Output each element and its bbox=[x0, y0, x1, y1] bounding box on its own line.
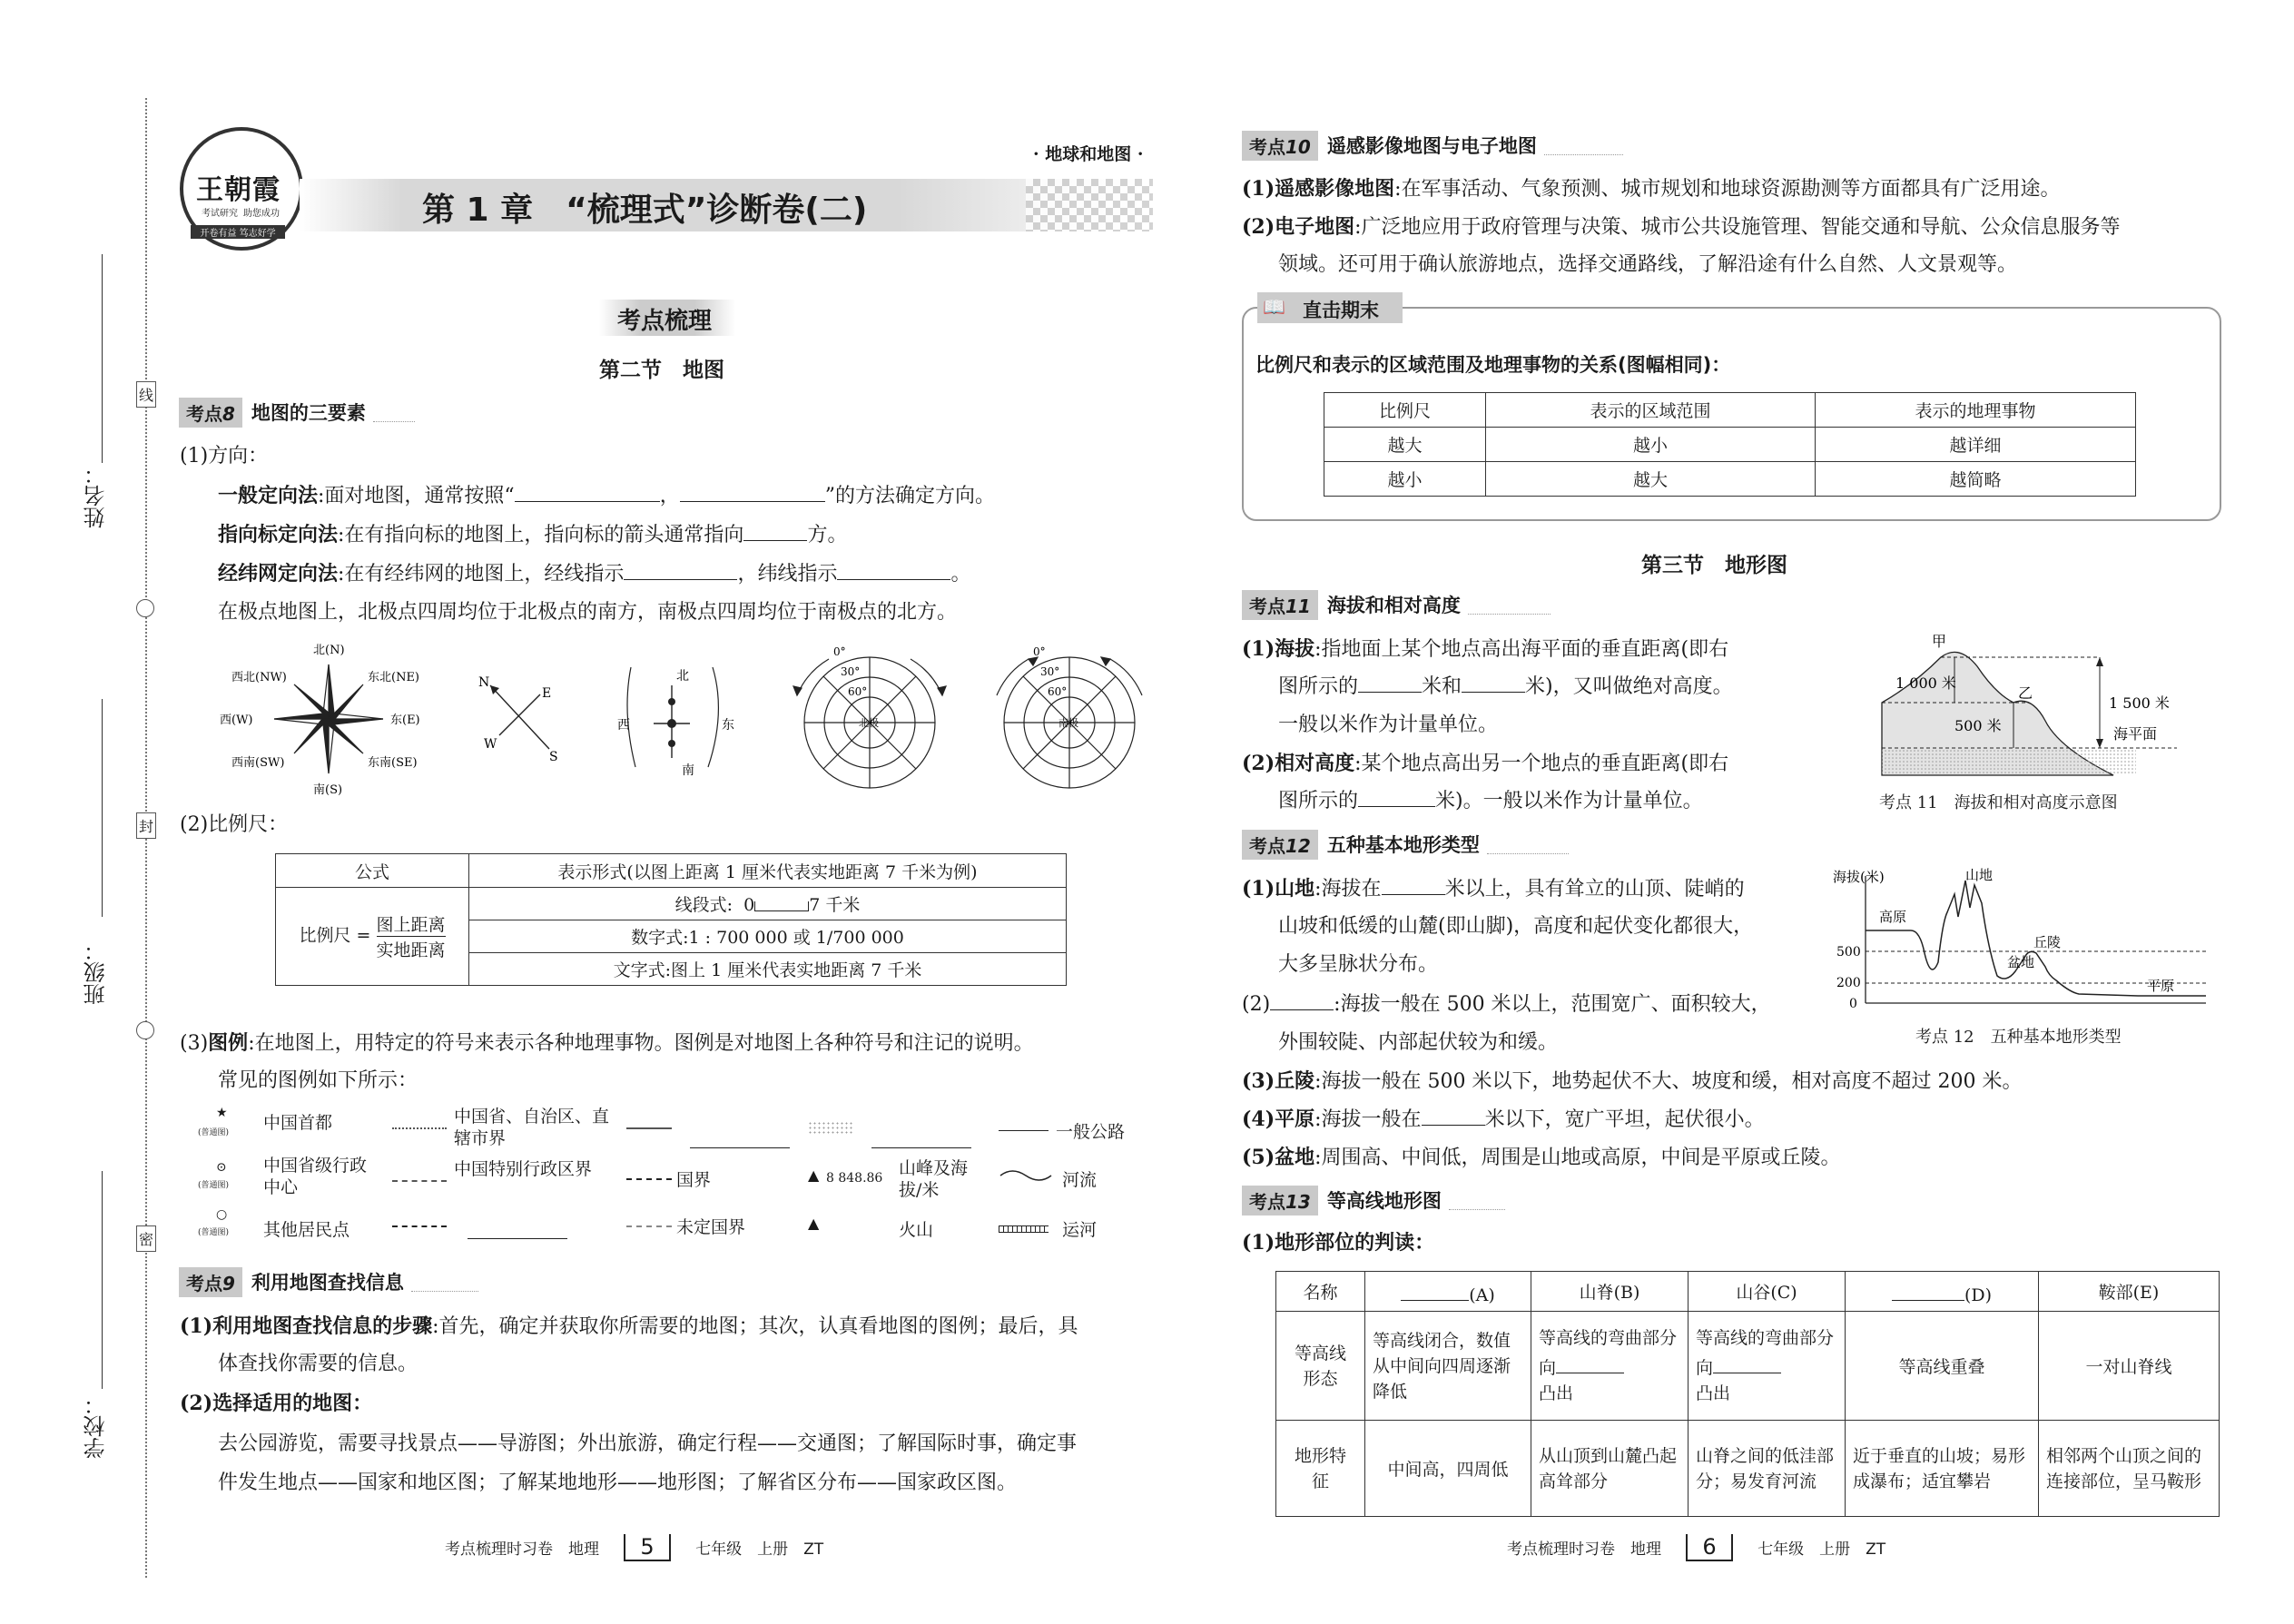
scale-r2: 数字式:1 : 700 000 或 1/700 000 bbox=[469, 920, 1067, 953]
blank-15[interactable] bbox=[1713, 1351, 1781, 1373]
t13-r1D: 等高线重叠 bbox=[1846, 1312, 2039, 1421]
logo-sub-right: 助您成功 bbox=[243, 209, 280, 219]
kd-13 bbox=[1242, 1186, 1505, 1215]
seal-line-3: 密 bbox=[136, 1225, 156, 1252]
seal-line-1: 线 bbox=[136, 381, 156, 408]
legend-blank-2[interactable] bbox=[690, 1126, 790, 1148]
page-title: 第 1 章 “梳理式”诊断卷(二) bbox=[422, 192, 868, 229]
k9-line-3: (2)选择适用的地图： bbox=[180, 1392, 373, 1415]
compass-se: 东南(SE) bbox=[368, 756, 418, 770]
t13-hB: 山脊(B) bbox=[1531, 1272, 1689, 1312]
book-icon: 📖 bbox=[1263, 296, 1285, 318]
box-r1c1: 越大 bbox=[1324, 428, 1486, 462]
legend-provincial-sub: (普通图) bbox=[198, 1181, 230, 1190]
t13-hD: (D) bbox=[1846, 1272, 2039, 1312]
fig11-caption: 考点 11 海拔和相对高度示意图 bbox=[1879, 793, 2118, 812]
footer-right: 考点梳理时习卷 地理 6 七年级 上册 ZT bbox=[1507, 1534, 1886, 1560]
logo-text: 王朝霞 bbox=[196, 174, 281, 206]
blank-8[interactable] bbox=[1358, 784, 1435, 807]
fig12-shandi: 山地 bbox=[1965, 867, 1994, 883]
box-r1c3: 越详细 bbox=[1816, 428, 2136, 462]
k11-line-5: 图所示的 米)。一般以米作为计量单位。 bbox=[1278, 784, 1703, 819]
direction-line-1: 一般定向法:面对地图，通常按照“ ， ”的方法确定方向。 bbox=[218, 478, 995, 514]
title-checker bbox=[1026, 179, 1153, 231]
direction-label: (1)方向： bbox=[180, 445, 269, 468]
k12-line-7: (4)平原:海拔一般在 米以下，宽广平坦，起伏很小。 bbox=[1242, 1102, 1765, 1137]
fig11-jia: 甲 bbox=[1932, 633, 1947, 650]
legend-volcano: 火山 bbox=[899, 1220, 934, 1240]
compass-ne: 东北(NE) bbox=[368, 671, 420, 684]
compass-w: 西(W) bbox=[220, 714, 253, 727]
legend-resident-icon: ○ bbox=[216, 1207, 228, 1222]
legend-province-border: 中国省、自治区、直辖市界 bbox=[454, 1107, 610, 1148]
kd-10 bbox=[1242, 131, 1623, 160]
blank-5[interactable] bbox=[837, 557, 950, 580]
blank-6[interactable] bbox=[1358, 670, 1422, 693]
box-r2c1: 越小 bbox=[1324, 462, 1486, 497]
direction-line-2: 指向标定向法:在有指向标的地图上，指向标的箭头通常指向 方。 bbox=[218, 517, 847, 553]
k9-line-4: 去公园游览，需要寻找景点——导游图；外出旅游，确定行程——交通图；了解国际时事，确定事 bbox=[218, 1432, 1078, 1455]
t13-r2E: 相邻两个山顶之间的连接部位，呈马鞍形 bbox=[2039, 1421, 2220, 1517]
kd-9-title: 利用地图查找信息 bbox=[251, 1272, 404, 1294]
section-banner-text: 考点梳理 bbox=[617, 308, 713, 335]
sec3-title: 第三节 地形图 bbox=[1641, 554, 1787, 577]
t13-r1h: 等高线形态 bbox=[1276, 1312, 1365, 1421]
k11-line-2: 图所示的 米和 米)，又叫做绝对高度。 bbox=[1278, 670, 1733, 704]
scale-h1: 公式 bbox=[276, 854, 469, 888]
blank-11[interactable] bbox=[1422, 1103, 1485, 1126]
fig12-caption: 考点 12 五种基本地形类型 bbox=[1915, 1028, 2122, 1047]
k11-line-4: (2)相对高度:某个地点高出另一个地点的垂直距离(即右 bbox=[1242, 752, 1729, 775]
k9-line-1: (1)利用地图查找信息的步骤:首先，确定并获取你所需要的地图；其次，认真看地图的图例；最后，具 bbox=[180, 1314, 1078, 1338]
arrow-s: S bbox=[549, 750, 558, 763]
arrow-n: N bbox=[478, 675, 490, 690]
logo-sub-left: 考试研究 bbox=[202, 209, 238, 219]
legend-river: 河流 bbox=[1062, 1170, 1098, 1190]
legend-provincial-icon: ⊙ bbox=[216, 1160, 227, 1175]
school-field[interactable] bbox=[102, 1171, 103, 1389]
legend-special-border-line bbox=[392, 1180, 447, 1182]
legend-blank-3[interactable] bbox=[871, 1126, 971, 1148]
fig11-sea: 海平面 bbox=[2113, 725, 2158, 743]
k12-line-2: 山坡和低缓的山麓(即山脚)，高度和起伏变化都很大， bbox=[1278, 915, 1754, 938]
blank-14[interactable] bbox=[1556, 1351, 1624, 1373]
box-r2c2: 越大 bbox=[1486, 462, 1816, 497]
k10-line-2: (2)电子地图:广泛地应用于政府管理与决策、城市公共设施管理、智能交通和导航、公众信息服务等 bbox=[1242, 215, 2121, 239]
legend-volcano-icon: ▲ bbox=[808, 1215, 820, 1232]
legend-blank-1[interactable] bbox=[468, 1216, 567, 1239]
scale-r1: 线段式: 0 7 千米 bbox=[469, 888, 1067, 920]
fig12-y0: 0 bbox=[1849, 997, 1857, 1011]
kd-9 bbox=[179, 1267, 478, 1296]
scale-label: (2)比例尺： bbox=[180, 813, 289, 836]
k12-line-8: (5)盆地:周围高、中间低，周围是山地或高原，中间是平原或丘陵。 bbox=[1242, 1146, 1841, 1169]
logo-banner: 开卷有益 笃志好学 bbox=[191, 225, 285, 239]
kd-9-tag: 考点9 bbox=[179, 1267, 242, 1297]
legend-province-border-line bbox=[392, 1127, 447, 1129]
blank-4[interactable] bbox=[624, 557, 737, 580]
legend-capital: 中国首都 bbox=[263, 1113, 333, 1133]
grid-s: 南 bbox=[682, 763, 694, 778]
kd-10-tag: 考点10 bbox=[1242, 131, 1318, 161]
name-label: 姓名： bbox=[84, 463, 109, 528]
scale-formula: 比例尺 = 图上距离 实地距离 bbox=[276, 888, 469, 986]
direction-line-3: 经纬网定向法:在有经纬网的地图上，经线指示 ，纬线指示 。 bbox=[218, 556, 970, 592]
box-r2c3: 越简略 bbox=[1816, 462, 2136, 497]
blank-2[interactable] bbox=[680, 479, 825, 502]
sub-title: 第二节 地图 bbox=[599, 359, 724, 382]
compass-nw: 西北(NW) bbox=[231, 671, 287, 684]
legend-provincial: 中国省级行政中心 bbox=[263, 1156, 368, 1197]
logo bbox=[180, 127, 303, 251]
north-polar-map bbox=[790, 643, 953, 797]
altitude-diagram bbox=[1877, 630, 2195, 784]
arrow-e: E bbox=[542, 686, 552, 701]
kd-8-tag: 考点8 bbox=[179, 398, 242, 428]
legend-undefined-border: 未定国界 bbox=[676, 1217, 746, 1237]
box-h2: 表示的区域范围 bbox=[1486, 393, 1816, 428]
legend-river-line bbox=[999, 1166, 1053, 1185]
box-h3: 表示的地理事物 bbox=[1816, 393, 2136, 428]
fig12-y200: 200 bbox=[1836, 976, 1861, 990]
arrow-w: W bbox=[484, 737, 497, 752]
legend-intro: (3)图例:在地图上，用特定的符号来表示各种地理事物。图例是对地图上各种符号和注记的说明。 bbox=[180, 1031, 1034, 1055]
legend-national-border: 国界 bbox=[676, 1170, 712, 1190]
kd-12-title: 五种基本地形类型 bbox=[1326, 834, 1480, 856]
legend-undefined-border-line bbox=[626, 1225, 672, 1227]
box-r1c2: 越小 bbox=[1486, 428, 1816, 462]
grid-w: 西 bbox=[617, 718, 630, 733]
k12-line-4: (2) :海拔一般在 500 米以上，范围宽广、面积较大， bbox=[1242, 988, 1771, 1022]
page-number-left: 5 bbox=[624, 1534, 670, 1561]
k10-line-3: 领域。还可用于确认旅游地点，选择交通路线，了解沿途有什么自然、人文景观等。 bbox=[1278, 253, 2018, 276]
polar1-30: 30° bbox=[841, 665, 861, 678]
scale-h2: 表示形式(以图上距离 1 厘米代表实地距离 7 千米为例) bbox=[469, 854, 1067, 888]
blank-10[interactable] bbox=[1270, 988, 1334, 1010]
kd-11-title: 海拔和相对高度 bbox=[1326, 595, 1461, 616]
blank-12[interactable] bbox=[1401, 1278, 1469, 1301]
seal-line-2: 封 bbox=[136, 812, 156, 839]
polar2-60: 60° bbox=[1048, 685, 1068, 698]
fig11-h1500: 1 500 米 bbox=[2109, 694, 2170, 712]
t13-h0: 名称 bbox=[1276, 1272, 1365, 1312]
contour-table bbox=[1275, 1271, 2220, 1517]
blank-13[interactable] bbox=[1892, 1278, 1964, 1301]
k11-line-1: (1)海拔:指地面上某个地点高出海平面的垂直距离(即右 bbox=[1242, 637, 1729, 661]
landform-profile-diagram bbox=[1829, 867, 2210, 1012]
box-lead: 比例尺和表示的区域范围及地理事物的关系(图幅相同)： bbox=[1255, 354, 1731, 376]
fig12-pingyuan: 平原 bbox=[2147, 978, 2175, 994]
polar1-center: 北极 bbox=[859, 717, 879, 729]
k10-line-1: (1)遥感影像地图:在军事活动、气象预测、城市规划和地球资源勘测等方面都具有广泛用途。 bbox=[1242, 177, 2061, 201]
kd-10-title: 遥感影像地图与电子地图 bbox=[1326, 135, 1537, 157]
direction-line-4: 在极点地图上，北极点四周均位于北极点的南方，南极点四周均位于南极点的北方。 bbox=[218, 601, 958, 624]
blank-9[interactable] bbox=[1382, 872, 1445, 895]
fig12-pendi: 盆地 bbox=[2007, 954, 2035, 970]
t13-r1A: 等高线闭合，数值从中间向四周逐渐降低 bbox=[1365, 1312, 1531, 1421]
class-label: 班级： bbox=[84, 940, 109, 1005]
compass-sw: 西南(SW) bbox=[231, 756, 285, 770]
t13-r2C: 山脊之间的低洼部分；易发育河流 bbox=[1689, 1421, 1846, 1517]
kd-8-title: 地图的三要素 bbox=[251, 402, 366, 424]
legend-resident: 其他居民点 bbox=[263, 1220, 350, 1240]
legend-canal: 运河 bbox=[1062, 1220, 1098, 1240]
class-field[interactable] bbox=[102, 699, 103, 917]
footer-left: 考点梳理时习卷 地理 5 七年级 上册 ZT bbox=[445, 1534, 824, 1560]
t13-hA: (A) bbox=[1365, 1272, 1531, 1312]
k9-line-2: 体查找你需要的信息。 bbox=[218, 1353, 418, 1375]
school-label: 学校： bbox=[84, 1393, 109, 1459]
t13-r2D: 近于垂直的山坡；易形成瀑布；适宜攀岩 bbox=[1846, 1421, 2039, 1517]
polar2-30: 30° bbox=[1040, 665, 1060, 678]
legend-peak: 山峰及海拔/米 bbox=[899, 1158, 969, 1200]
kd-12-tag: 考点12 bbox=[1242, 830, 1318, 860]
fig11-yi: 乙 bbox=[2018, 684, 2033, 702]
box-h1: 比例尺 bbox=[1324, 393, 1486, 428]
legend-canal-line bbox=[999, 1225, 1049, 1233]
compass-n: 北(N) bbox=[313, 644, 345, 657]
south-polar-map bbox=[989, 643, 1153, 797]
grid-n: 北 bbox=[676, 669, 689, 684]
binding-hole-2 bbox=[136, 1021, 154, 1039]
kd-12 bbox=[1242, 830, 1569, 859]
t13-r2h: 地形特征 bbox=[1276, 1421, 1365, 1517]
legend-border-sample bbox=[626, 1127, 672, 1129]
blank-3[interactable] bbox=[743, 518, 807, 541]
blank-1[interactable] bbox=[515, 479, 660, 502]
arrow-direction-diagram bbox=[477, 672, 567, 763]
scale-r3: 文字式:图上 1 厘米代表实地距离 7 千米 bbox=[469, 953, 1067, 986]
k12-line-6: (3)丘陵:海拔一般在 500 米以下，地势起伏不大、坡度和缓，相对高度不超过 200 米。 bbox=[1242, 1069, 2023, 1093]
legend-resident-sub: (普通图) bbox=[198, 1228, 230, 1237]
polar1-60: 60° bbox=[848, 685, 868, 698]
compass-e: 东(E) bbox=[390, 714, 420, 727]
k12-line-3: 大多呈脉状分布。 bbox=[1278, 953, 1439, 976]
k11-line-3: 一般以米作为计量单位。 bbox=[1278, 714, 1499, 736]
legend-road-line bbox=[999, 1130, 1049, 1131]
fig12-y500: 500 bbox=[1836, 945, 1861, 960]
blank-7[interactable] bbox=[1462, 670, 1525, 693]
fig12-ylabel: 海拔(米) bbox=[1833, 869, 1885, 885]
t13-r2B: 从山顶到山麓凸起高耸部分 bbox=[1531, 1421, 1689, 1517]
fig11-h1000: 1 000 米 bbox=[1895, 674, 1956, 692]
k12-line-1: (1)山地:海拔在 米以上，具有耸立的山顶、陡峭的 bbox=[1242, 871, 1745, 907]
legend-intro-2: 常见的图例如下所示： bbox=[218, 1069, 418, 1092]
legend-road: 一般公路 bbox=[1056, 1122, 1126, 1142]
legend-national-border-line bbox=[626, 1178, 672, 1180]
k13-line-1: (1)地形部位的判读： bbox=[1242, 1231, 1435, 1255]
polar2-center: 南极 bbox=[1058, 717, 1078, 729]
kd-13-title: 等高线地形图 bbox=[1326, 1190, 1442, 1212]
legend-capital-icon: ★ bbox=[216, 1106, 228, 1120]
t13-r1E: 一对山脊线 bbox=[2039, 1312, 2220, 1421]
grid-e: 东 bbox=[722, 718, 734, 733]
k12-line-5: 外围较陡、内部起伏较为和缓。 bbox=[1278, 1031, 1559, 1054]
legend-peak-val: 8 848.86 bbox=[826, 1171, 883, 1186]
compass-rose-diagram bbox=[218, 635, 436, 799]
fig12-gaoyuan: 高原 bbox=[1879, 909, 1907, 925]
polar2-0: 0° bbox=[1033, 645, 1046, 658]
t13-r1C: 等高线的弯曲部分向 凸出 bbox=[1689, 1312, 1846, 1421]
final-exam-box-header bbox=[1257, 292, 1403, 323]
t13-hE: 鞍部(E) bbox=[2039, 1272, 2220, 1312]
compass-s: 南(S) bbox=[313, 783, 343, 797]
legend-special-border: 中国特别行政区界 bbox=[454, 1159, 593, 1179]
legend-capital-sub: (普通图) bbox=[198, 1128, 230, 1137]
t13-r2A: 中间高，四周低 bbox=[1365, 1421, 1531, 1517]
box-table bbox=[1324, 392, 2136, 497]
t13-hC: 山谷(C) bbox=[1689, 1272, 1846, 1312]
grid-direction-diagram bbox=[604, 658, 740, 781]
legend-resident-dash bbox=[392, 1225, 447, 1227]
kd-11-tag: 考点11 bbox=[1242, 590, 1318, 620]
name-field[interactable] bbox=[102, 254, 103, 463]
page-number-right: 6 bbox=[1686, 1534, 1732, 1561]
binding-hole-1 bbox=[136, 599, 154, 617]
polar1-0: 0° bbox=[833, 645, 846, 658]
k9-line-5: 件发生地点——国家和地区图；了解某地地形——地形图；了解省区分布——国家政区图。 bbox=[218, 1471, 1018, 1494]
legend-dotted-area bbox=[808, 1121, 853, 1134]
legend-peak-icon: ▲ bbox=[808, 1166, 820, 1184]
fig12-qiuling: 丘陵 bbox=[2033, 934, 2062, 950]
fig11-h500: 500 米 bbox=[1954, 717, 2002, 734]
final-exam-box-title: 直击期末 bbox=[1303, 300, 1379, 321]
kd-13-tag: 考点13 bbox=[1242, 1186, 1318, 1216]
t13-r1B: 等高线的弯曲部分向 凸出 bbox=[1531, 1312, 1689, 1421]
scale-table bbox=[275, 853, 1067, 986]
kd-8 bbox=[179, 398, 415, 427]
kd-11 bbox=[1242, 590, 1551, 619]
header-tag: · 地球和地图 · bbox=[1033, 144, 1144, 164]
